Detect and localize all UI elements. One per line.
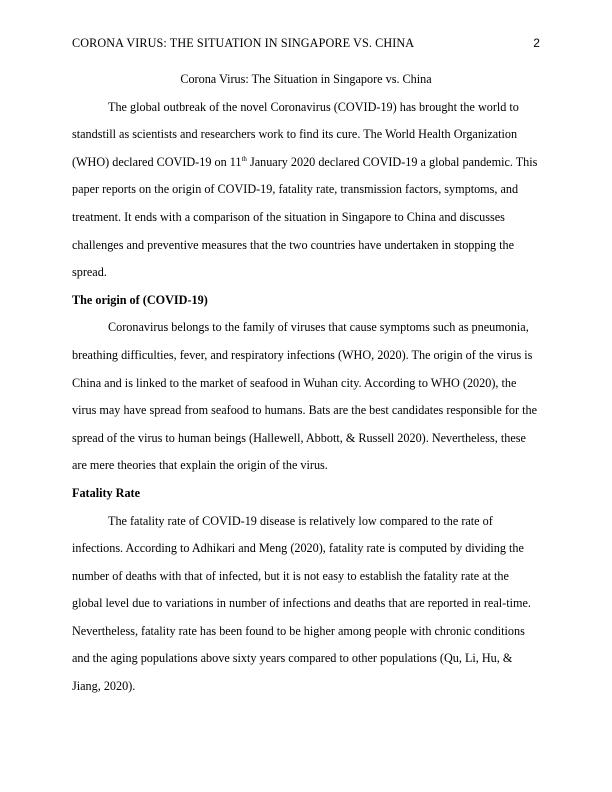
section-paragraph-fatality-rate: The fatality rate of COVID-19 disease is relatively low compared to the rate of infections. According to Adhikari and Meng (2020), fatality rate is computed by dividing the number of deaths with that of infected, but it is not easy to establish the fatality rate at the global level due to variations in number of infections and deaths that are reported in real-time. Nevertheless, fatality rate has been found to be higher among people with chronic conditions and the aging populations above sixty years compared to other populations (Qu, Li, Hu, & Jiang, 2020). (72, 513, 531, 694)
intro-text-end: January 2020 declared COVID-19 a global pandemic. This paper reports on the origin of COVID-19, fatality rate, transmission factors, symptoms, and treatment. It ends with a comparison of the situation in Singapore to China and discusses challenges and preventive measures that the two countries have undertaken in stopping the spread. (72, 154, 538, 280)
paper-title: Corona Virus: The Situation in Singapore vs. China (180, 72, 432, 86)
ordinal-superscript: th (241, 154, 247, 163)
intro-text-start: The global outbreak of the novel Coronavirus (COVID-19) has brought the world to standstill as scientists and researchers work to find its cure. The World Health Organization (WHO) declared COVID-19 on 11 (72, 99, 519, 169)
document-body (72, 66, 540, 701)
section-heading-origin: The origin of (COVID-19) (72, 292, 208, 307)
page-number: 2 (533, 36, 540, 50)
section-heading-fatality-rate: Fatality Rate (72, 485, 141, 500)
intro-paragraph (72, 94, 540, 287)
running-head: CORONA VIRUS: THE SITUATION IN SINGAPORE VS. CHINA (72, 36, 415, 50)
section-paragraph-origin: Coronavirus belongs to the family of viruses that cause symptoms such as pneumonia, breathing difficulties, fever, and respiratory infections (WHO, 2020). The origin of the virus is China and is linked to the market of seafood in Wuhan city. According to WHO (2020), the virus may have spread from seafood to humans. Bats are the best candidates responsible for the spread of the virus to human beings (Hallewell, Abbott, & Russell 2020). Nevertheless, these are mere theories that explain the origin of the virus. (72, 320, 538, 473)
page-header (72, 36, 540, 51)
